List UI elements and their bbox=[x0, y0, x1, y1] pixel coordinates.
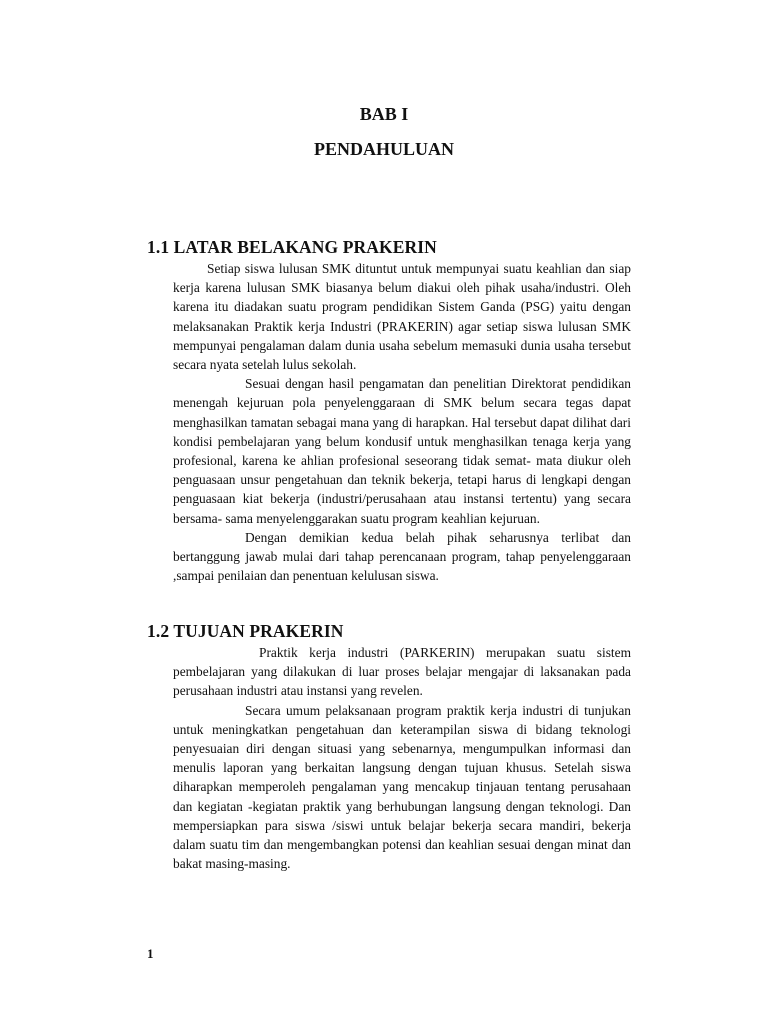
section-heading-latar-belakang: 1.1 LATAR BELAKANG PRAKERIN bbox=[147, 237, 437, 257]
chapter-number: BAB I bbox=[359, 104, 409, 124]
section-heading-tujuan: 1.2 TUJUAN PRAKERIN bbox=[147, 621, 344, 641]
section-body-latar-belakang bbox=[173, 259, 631, 585]
paragraph: Sesuai dengan hasil pengamatan dan penelitian Direktorat pendidikan menengah kejuruan pola penyelenggaraan di SMK belum secara tegas dapat menghasilkan tamatan sebagai mana yang di harapkan. Hal tersebut dapat dilihat dari kondisi pembelajaran yang belum kondusif untuk menghasilkan tenaga kerja yang profesional, karena ke ahlian profesional seseorang tidak semat- mata diukur oleh penguasaan unsur pengetahuan dan teknik bekerja, tetapi harus di lengkapi dengan penguasaan kiat bekerja (industri/perusahaan atau instansi tertentu) yang secara bersama- sama menyelenggarakan suatu program keahlian kejuruan. bbox=[173, 376, 631, 526]
paragraph: Setiap siswa lulusan SMK dituntut untuk mempunyai suatu keahlian dan siap kerja karena lulusan SMK biasanya belum diakui oleh pihak usaha/industri. Oleh karena itu diadakan suatu program pendidikan Sistem Ganda (PSG) yaitu dengan melaksanakan Praktik kerja Industri (PRAKERIN) agar setiap siswa lulusan SMK mempunyai pengalaman dalam dunia usaha sebelum memasuki dunia usaha tersebut secara nyata setelah lulus sekolah. bbox=[173, 261, 631, 373]
chapter-title: PENDAHULUAN bbox=[313, 139, 454, 159]
paragraph: Dengan demikian kedua belah pihak seharusnya terlibat dan bertanggung jawab mulai dari tahap perencanaan program, tahap penyelenggaraan ,sampai penilaian dan penentuan kelulusan siswa. bbox=[173, 529, 631, 584]
section-body-tujuan bbox=[173, 643, 631, 873]
paragraph: Secara umum pelaksanaan program praktik kerja industri di tunjukan untuk meningkatkan pengetahuan dan keterampilan siswa di bidang teknologi penyesuaian diri dengan situasi yang sebenarnya, mengumpulkan informasi dan menulis laporan yang berkaitan langsung dengan tujuan khusus. Setelah siswa diharapkan memperoleh pengalaman yang mencakup tinjauan tentang perusahaan dan kegiatan -kegiatan praktik yang berhubungan langsung dengan teknologi. Dan mempersiapkan para siswa /siswi untuk belajar bekerja secara mandiri, bekerja dalam suatu tim dan mengembangkan potensi dan keahlian sesuai dengan minat dan bakat masing-masing. bbox=[173, 702, 631, 872]
paragraph: Praktik kerja industri (PARKERIN) merupakan suatu sistem pembelajaran yang dilakukan di luar proses belajar mengajar di laksanakan pada perusahaan industri atau instansi yang revelen. bbox=[173, 645, 631, 699]
page-number: 1 bbox=[147, 946, 154, 961]
